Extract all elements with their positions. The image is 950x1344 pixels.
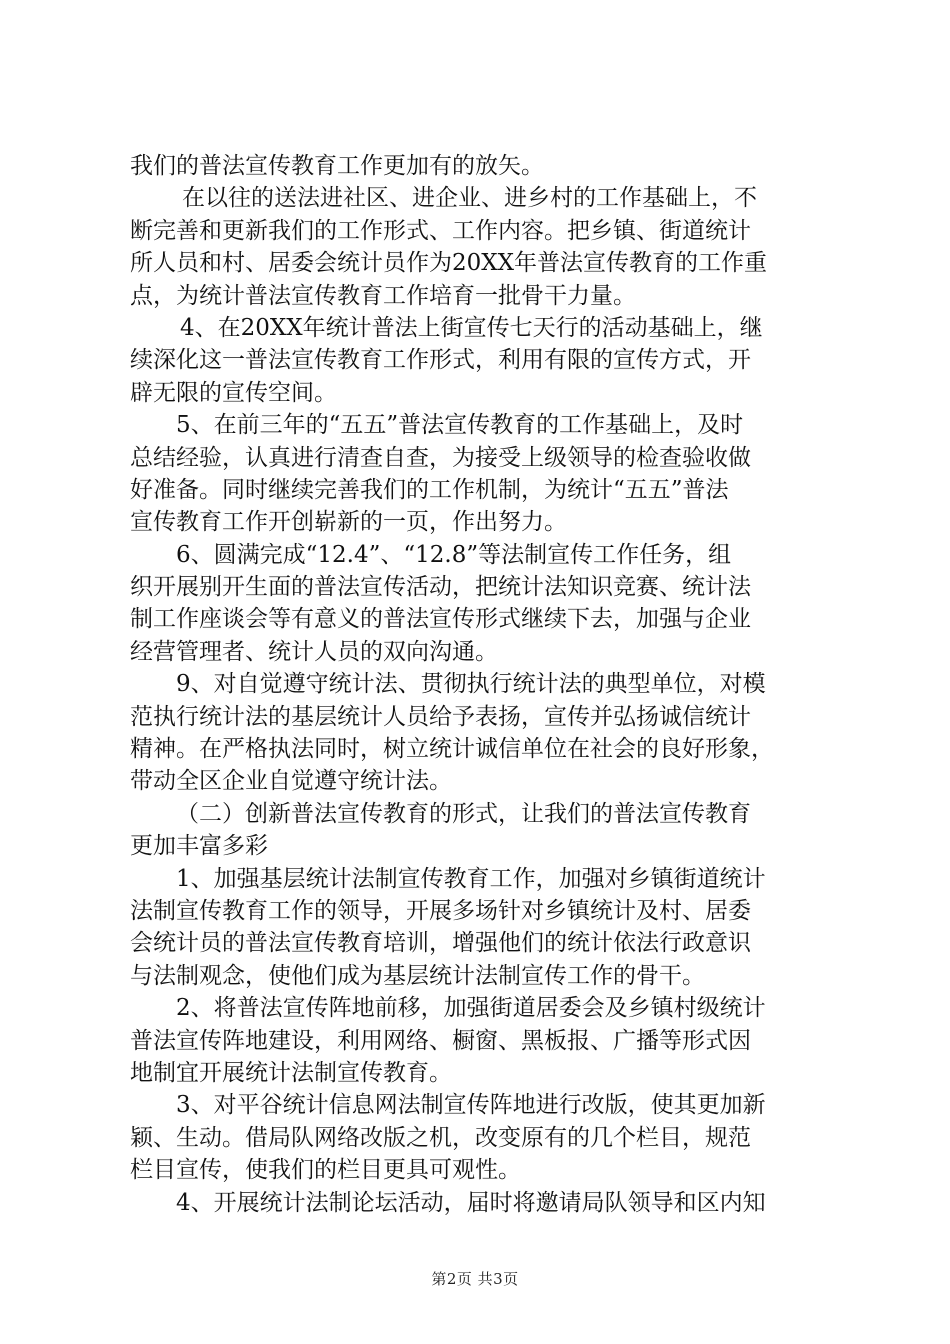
- text-line: 好准备。同时继续完善我们的工作机制，为统计“五五”普法: [130, 476, 729, 503]
- text-line: 会统计员的普法宣传教育培训，增强他们的统计依法行政意识: [130, 930, 751, 957]
- text-line: 栏目宣传，使我们的栏目更具可观性。: [130, 1157, 521, 1184]
- text-line: 6、圆满完成“12.4”、“12.8”等法制宣传工作任务，组: [176, 541, 732, 568]
- text-line: 更加丰富多彩: [130, 833, 268, 860]
- text-line: 断完善和更新我们的工作形式、工作内容。把乡镇、街道统计: [130, 217, 751, 244]
- text-line: 辟无限的宣传空间。: [130, 379, 337, 406]
- text-line: 2、将普法宣传阵地前移，加强街道居委会及乡镇村级统计: [176, 995, 766, 1022]
- text-line: 我们的普法宣传教育工作更加有的放矢。: [130, 153, 544, 179]
- text-line: 续深化这一普法宣传教育工作形式，利用有限的宣传方式，开: [130, 347, 751, 374]
- text-line: 经营管理者、统计人员的双向沟通。: [130, 638, 498, 665]
- text-line: 织开展别开生面的普法宣传活动，把统计法知识竞赛、统计法: [130, 574, 751, 601]
- text-line: 宣传教育工作开创崭新的一页，作出努力。: [130, 509, 567, 536]
- text-line: 9、对自觉遵守统计法、贯彻执行统计法的典型单位，对模: [176, 671, 766, 698]
- text-line: 1、加强基层统计法制宣传教育工作，加强对乡镇街道统计: [176, 865, 766, 892]
- text-line: （二）创新普法宣传教育的形式，让我们的普法宣传教育: [176, 800, 751, 827]
- text-line: 与法制观念，使他们成为基层统计法制宣传工作的骨干。: [130, 962, 705, 989]
- text-line: 制工作座谈会等有意义的普法宣传形式继续下去，加强与企业: [130, 606, 751, 633]
- page-footer: 第2页 共3页: [431, 1270, 519, 1288]
- text-line: 颖、生动。借局队网络改版之机，改变原有的几个栏目，规范: [130, 1124, 751, 1151]
- text-line: 法制宣传教育工作的领导，开展多场针对乡镇统计及村、居委: [130, 897, 751, 924]
- text-line: 3、对平谷统计信息网法制宣传阵地进行改版，使其更加新: [176, 1092, 766, 1119]
- document-body: [130, 150, 830, 1219]
- text-line: 4、开展统计法制论坛活动，届时将邀请局队领导和区内知: [176, 1189, 766, 1216]
- text-line: 地制宜开展统计法制宣传教育。: [130, 1059, 452, 1086]
- text-line: 范执行统计法的基层统计人员给予表扬，宣传并弘扬诚信统计: [130, 703, 751, 730]
- text-line: 普法宣传阵地建设，利用网络、橱窗、黑板报、广播等形式因: [130, 1027, 751, 1054]
- text-line: 在以往的送法进社区、进企业、进乡村的工作基础上，不: [182, 185, 757, 212]
- text-line: 所人员和村、居委会统计员作为20XX年普法宣传教育的工作重: [130, 250, 768, 277]
- text-line: 带动全区企业自觉遵守统计法。: [130, 768, 452, 795]
- text-line: 5、在前三年的“五五”普法宣传教育的工作基础上，及时: [176, 412, 744, 439]
- text-line: 4、在20XX年统计普法上街宣传七天行的活动基础上，继: [180, 314, 763, 341]
- text-line: 总结经验，认真进行清查自查，为接受上级领导的检查验收做: [130, 444, 751, 471]
- text-line: 精神。在严格执法同时，树立统计诚信单位在社会的良好形象，: [130, 736, 774, 763]
- text-line: 点，为统计普法宣传教育工作培育一批骨干力量。: [130, 282, 636, 309]
